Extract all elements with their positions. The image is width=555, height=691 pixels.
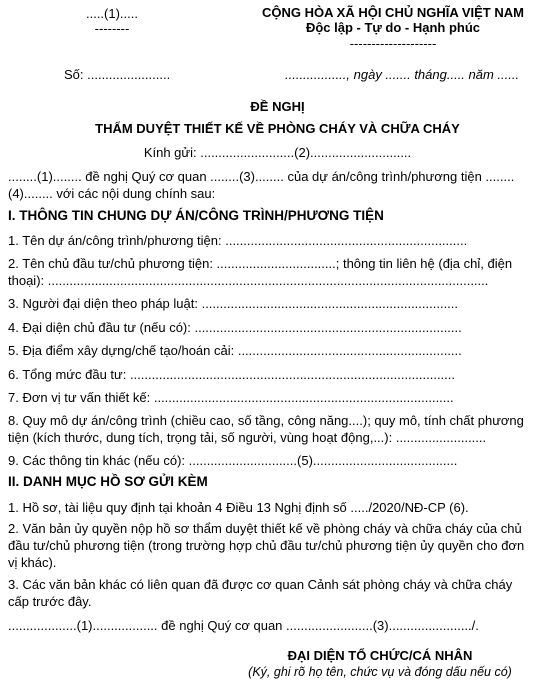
document-date: ................., ngày ....... tháng..... năm ...... xyxy=(285,67,520,82)
section-1-item: 8. Quy mô dự án/công trình (chiều cao, số tầng, công năng....); quy mô, tính chất phương tiện (kích thước, dung tích, trọng tải, số người, vùng hoạt động,...): ......................... xyxy=(8,413,524,445)
intro-paragraph: ........(1)........ đề nghị Quý cơ quan ........(3)........ của dự án/công trình/phương tiện ........ (4)........ với các nội dung chính sau: xyxy=(8,169,515,201)
org-placeholder: .....(1)..... xyxy=(85,6,138,21)
section-1-item: 3. Người đại diện theo pháp luật: ....................................................................... xyxy=(8,296,459,311)
document-subtitle: THẨM DUYỆT THIẾT KẾ VỀ PHÒNG CHÁY VÀ CHỮA CHÁY xyxy=(95,121,460,136)
section-1-heading: I. THÔNG TIN CHUNG DỰ ÁN/CÔNG TRÌNH/PHƯƠNG TIỆN xyxy=(8,208,384,223)
section-2-item: 3. Các văn bản khác có liên quan đã được cơ quan Cảnh sát phòng cháy và chữa cháy cấp trước đây. xyxy=(8,577,513,609)
section-2-item: 1. Hồ sơ, tài liệu quy định tại khoản 4 Điều 13 Nghị định số ...../2020/NĐ-CP (6). xyxy=(8,500,469,515)
document-number: Số: ....................... xyxy=(64,67,171,82)
org-divider: -------- xyxy=(94,21,130,36)
section-2-item: 2. Văn bản ủy quyền nộp hồ sơ thẩm duyệt thiết kế về phòng cháy và chữa cháy của chủ đầu tư/chủ phương tiện (trong trường hợp chủ đầu tư/chủ phương tiện ủy quyền cho đơn vị khác). xyxy=(8,521,525,570)
section-1-item: 2. Tên chủ đầu tư/chủ phương tiện: .................................; thông tin liên hệ (địa chỉ, điện thoại): .......................................................................................................................... xyxy=(8,256,513,288)
signature-note: (Ký, ghi rõ họ tên, chức vụ và đóng dấu nếu có) xyxy=(248,665,512,679)
section-2-heading: II. DANH MỤC HỒ SƠ GỬI KÈM xyxy=(8,474,208,489)
document-title: ĐỀ NGHỊ xyxy=(250,99,305,114)
section-1-item: 7. Đơn vị tư vấn thiết kế: ................................................................................... xyxy=(8,390,454,405)
section-1-item: 6. Tổng mức đầu tư: .......................................................................................... xyxy=(8,367,456,382)
recipient-line: Kính gửi: ..........................(2)............................ xyxy=(143,145,412,160)
section-1-item: 1. Tên dự án/công trình/phương tiện: ................................................................... xyxy=(8,233,468,248)
section-1-item: 9. Các thông tin khác (nếu có): ..............................(5)........................................ xyxy=(8,453,458,468)
motto-divider: -------------------- xyxy=(349,36,437,51)
section-1-item: 5. Địa điểm xây dựng/chế tạo/hoán cải: .............................................................. xyxy=(8,343,462,358)
signature-title: ĐẠI DIỆN TỔ CHỨC/CÁ NHÂN xyxy=(287,648,473,663)
closing-line: ...................(1).................. đề nghị Quý cơ quan ........................(3)......................./. xyxy=(8,618,479,633)
motto: Độc lập - Tự do - Hạnh phúc xyxy=(305,20,481,35)
section-1-item: 4. Đại diện chủ đầu tư (nếu có): .......................................................................... xyxy=(8,320,462,335)
country-name: CỘNG HÒA XÃ HỘI CHỦ NGHĨA VIỆT NAM xyxy=(262,5,524,20)
